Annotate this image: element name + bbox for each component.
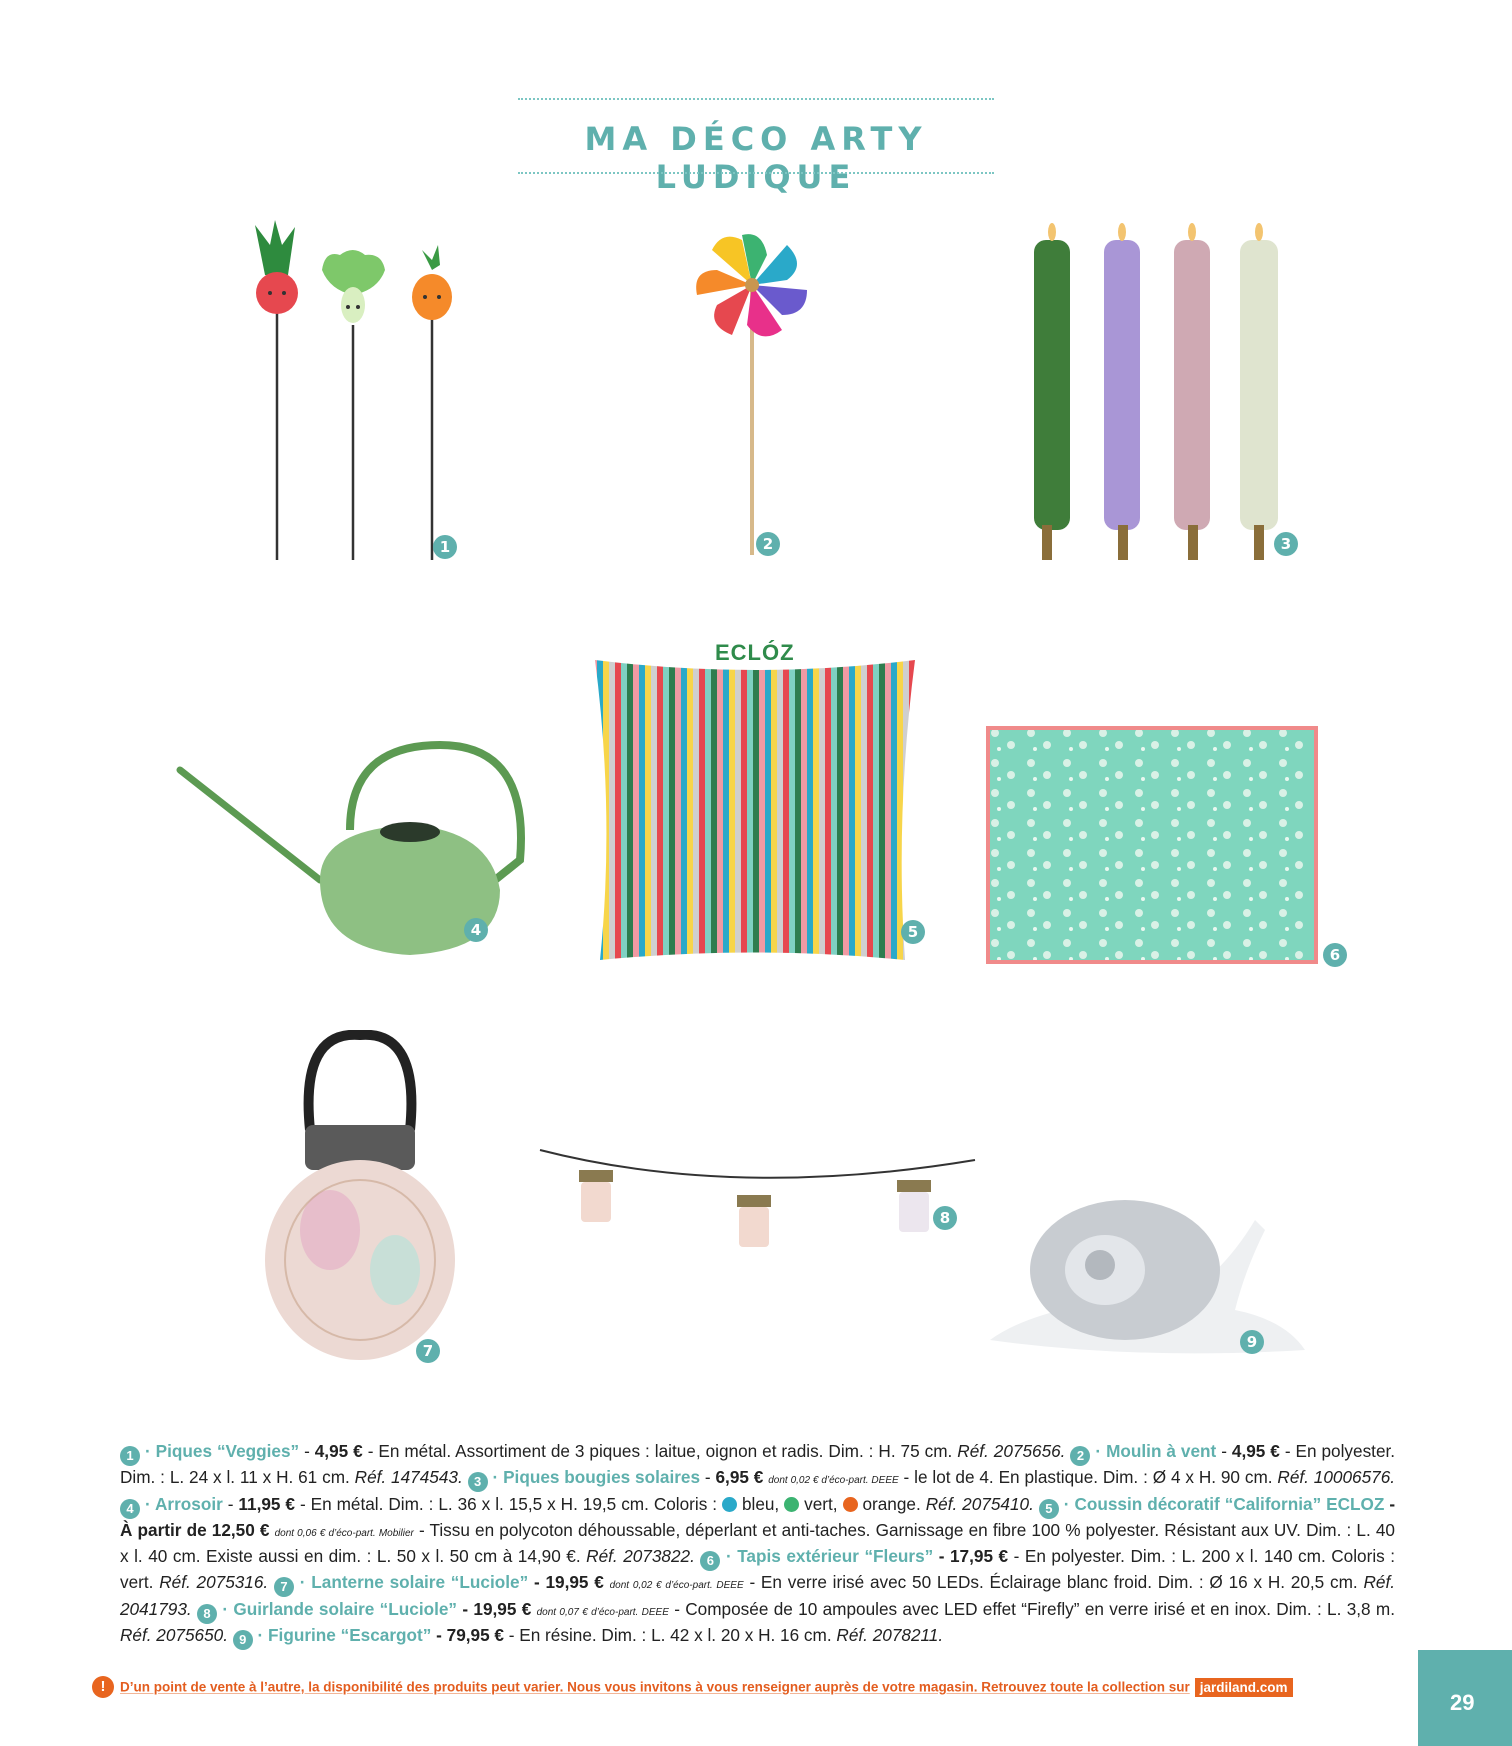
jardiland-link[interactable]: jardiland.com bbox=[1195, 1678, 1293, 1697]
color-swatch-green bbox=[784, 1497, 799, 1512]
product-text-9: - En résine. Dim. : L. 42 x l. 20 x H. 16 cm. bbox=[508, 1625, 832, 1645]
availability-message: D’un point de vente à l’autre, la disponibilité des produits peut varier. Nous vous invitons à vous renseigner auprès de votre magasin. Retrouvez toute la collection sur bbox=[120, 1679, 1190, 1695]
color-label-green: vert, bbox=[804, 1493, 838, 1514]
product-text-3: - le lot de 4. En plastique. Dim. : Ø 4 x H. 90 cm. bbox=[903, 1467, 1273, 1487]
page-title: MA DÉCO ARTY LUDIQUE bbox=[584, 120, 928, 196]
desc-marker-5: 5 bbox=[1039, 1499, 1059, 1519]
product-marker-4: 4 bbox=[464, 918, 488, 942]
desc-marker-6: 6 bbox=[700, 1551, 720, 1571]
product-price-2: 4,95 € bbox=[1231, 1441, 1280, 1461]
product-price-8: - 19,95 € bbox=[462, 1598, 532, 1619]
product-ref-2: Réf. 1474543. bbox=[354, 1467, 463, 1487]
product-text-7: - En verre irisé avec 50 LEDs. Éclairage blanc froid. Dim. : Ø 16 x H. 20,5 cm. bbox=[749, 1572, 1358, 1592]
product-text-8: - Composée de 10 ampoules avec LED effet “Firefly” en verre irisé et en inox. Dim. : L. 3,8 m. bbox=[674, 1598, 1396, 1619]
product-ref-9: Réf. 2078211. bbox=[836, 1625, 944, 1645]
product-price-5: - À partir de 12,50 € bbox=[120, 1493, 1396, 1540]
product-ref-1: Réf. 2075656. bbox=[957, 1441, 1066, 1461]
product-image-pinwheel bbox=[680, 220, 840, 565]
product-marker-5: 5 bbox=[901, 920, 925, 944]
product-eco-5: dont 0,06 € d’éco-part. Mobilier bbox=[274, 1527, 414, 1539]
color-label-blue: bleu, bbox=[741, 1493, 780, 1514]
product-text-4: - En métal. Dim. : L. 36 x l. 15,5 x H. 19,5 cm. Coloris : bbox=[299, 1493, 718, 1514]
header-rule-bottom bbox=[518, 172, 994, 174]
page-number-box bbox=[1418, 1650, 1512, 1746]
color-label-orange: orange. bbox=[862, 1493, 921, 1514]
ecloz-logo: ECLÓZ bbox=[715, 640, 795, 665]
product-marker-3: 3 bbox=[1274, 532, 1298, 556]
desc-marker-1: 1 bbox=[120, 1446, 140, 1466]
desc-marker-8: 8 bbox=[197, 1604, 217, 1624]
product-marker-1: 1 bbox=[433, 535, 457, 559]
product-marker-8: 8 bbox=[933, 1206, 957, 1230]
desc-marker-7: 7 bbox=[274, 1577, 294, 1597]
product-price-6: - 17,95 € bbox=[938, 1546, 1009, 1566]
desc-marker-2: 2 bbox=[1070, 1446, 1090, 1466]
product-eco-3: dont 0,02 € d’éco-part. DEEE bbox=[768, 1475, 899, 1486]
product-eco-7: dont 0,02 € d’éco-part. DEEE bbox=[609, 1580, 744, 1591]
product-name-8: · Guirlande solaire “Luciole” bbox=[222, 1598, 458, 1619]
product-image-veggies bbox=[240, 215, 470, 565]
desc-marker-9: 9 bbox=[233, 1630, 253, 1650]
product-ref-7: Réf. 2041793. bbox=[120, 1572, 1396, 1619]
warning-icon: ! bbox=[92, 1676, 114, 1698]
product-name-2: · Moulin à vent bbox=[1095, 1441, 1217, 1461]
product-name-9: · Figurine “Escargot” bbox=[257, 1625, 432, 1645]
product-text-2: - En polyester. Dim. : L. 24 x l. 11 x H. 61 cm. bbox=[120, 1441, 1396, 1487]
product-marker-9: 9 bbox=[1240, 1330, 1264, 1354]
product-eco-8: dont 0,07 € d’éco-part. DEEE bbox=[536, 1606, 669, 1618]
product-image-rug bbox=[985, 725, 1340, 970]
product-ref-5: Réf. 2073822. bbox=[586, 1546, 695, 1566]
product-name-1: · Piques “Veggies” bbox=[144, 1441, 300, 1461]
product-price-1: 4,95 € bbox=[314, 1441, 363, 1461]
product-descriptions: 1 · Piques “Veggies” - 4,95 € - En métal. Assortiment de 3 piques : laitue, oignon et radis. Dim. : H. 75 cm. Réf. 2075656. 2 · Moulin à vent - 4,95 € - En polyester. Dim. : L. 24 x l. 11 x H. 61 cm. Réf. 1474543. 3 · Piques bougies solaires - 6,95 € dont 0,02 € d’éco-part. DEEE - le lot de 4. En plastique. Dim. : Ø 4 x H. 90 cm. Réf. 10006576. 4 · Arrosoir - 11,95 € - En métal. Dim. : L. 36 x l. 15,5 x H. 19,5 cm. Coloris : bleu, vert, orange. Réf. 2075410. 5 · Coussin décoratif “California” ECLOZ - À partir de 12,50 € dont 0,06 € d’éco-part. Mobilier - Tissu en polycoton déhoussable, déperlant et anti-taches. Garnissage en fibre 100 % polyester. Résistant aux UV. Dim. : L. 40 x l. 40 cm. Existe aussi en dim. : L. 50 x l. 50 cm à 14,90 €. Réf. 2073822. 6 · Tapis extérieur “Fleurs” - 17,95 € - En polyester. Dim. : L. 200 x l. 140 cm. Coloris : vert. Réf. 2075316. 7 · Lanterne solaire “Luciole” - 19,95 € dont 0,02 € d’éco-part. DEEE - En verre irisé avec 50 LEDs. Éclairage blanc froid. Dim. : Ø 16 x H. 20,5 cm. Réf. 2041793. 8 · Guirlande solaire “Luciole” - 19,95 € dont 0,07 € d’éco-part. DEEE - Composée de 10 ampoules avec LED effet “Firefly” en verre irisé et en inox. Dim. : L. 3,8 m. Réf. 2075650. 9 · Figurine “Escargot” - 79,95 € - En résine. Dim. : L. 42 x l. 20 x H. 16 cm. Réf. 2078211. bbox=[120, 1440, 1395, 1650]
product-name-3: · Piques bougies solaires bbox=[492, 1467, 701, 1487]
color-swatch-blue bbox=[722, 1497, 737, 1512]
product-price-7: - 19,95 € bbox=[533, 1572, 604, 1592]
header-rule-top bbox=[518, 98, 994, 100]
product-image-watering-can bbox=[170, 740, 540, 970]
product-price-3: 6,95 € bbox=[715, 1467, 764, 1487]
product-ref-6: Réf. 2075316. bbox=[159, 1572, 269, 1592]
product-image-solar-candles bbox=[1020, 220, 1290, 565]
product-name-7: · Lanterne solaire “Luciole” bbox=[299, 1572, 529, 1592]
product-image-snail bbox=[985, 1190, 1325, 1360]
product-image-lantern bbox=[260, 1030, 460, 1370]
product-text-6: - En polyester. Dim. : L. 200 x l. 140 cm. Coloris : vert. bbox=[120, 1546, 1396, 1592]
section-header bbox=[518, 98, 994, 196]
product-marker-7: 7 bbox=[416, 1339, 440, 1363]
product-text-1: - En métal. Assortiment de 3 piques : laitue, oignon et radis. Dim. : H. 75 cm. bbox=[367, 1441, 953, 1461]
page-number: 29 bbox=[1450, 1690, 1475, 1715]
desc-marker-4: 4 bbox=[120, 1499, 140, 1519]
product-name-4: · Arrosoir bbox=[144, 1493, 223, 1514]
product-name-6: · Tapis extérieur “Fleurs” bbox=[725, 1546, 934, 1566]
product-price-9: - 79,95 € bbox=[436, 1625, 504, 1645]
desc-marker-3: 3 bbox=[468, 1472, 488, 1492]
product-name-5: · Coussin décoratif “California” ECLOZ bbox=[1063, 1493, 1385, 1514]
product-ref-3: Réf. 10006576. bbox=[1277, 1467, 1396, 1487]
product-price-4: 11,95 € bbox=[238, 1493, 295, 1514]
product-image-cushion bbox=[585, 640, 925, 980]
color-swatch-orange bbox=[843, 1497, 858, 1512]
product-marker-2: 2 bbox=[756, 532, 780, 556]
product-text-5: - Tissu en polycoton déhoussable, déperlant et anti-taches. Garnissage en fibre 100 % polyester. Résistant aux UV. Dim. : L. 40 x l. 40 cm. Existe aussi en dim. : L. 50 x l. 50 cm à 14,90 €. bbox=[120, 1519, 1395, 1566]
product-image-garland bbox=[535, 1140, 985, 1270]
product-ref-4: Réf. 2075410. bbox=[925, 1493, 1034, 1514]
product-ref-8: Réf. 2075650. bbox=[120, 1625, 228, 1645]
availability-footer bbox=[92, 1676, 1412, 1706]
product-marker-6: 6 bbox=[1323, 943, 1347, 967]
